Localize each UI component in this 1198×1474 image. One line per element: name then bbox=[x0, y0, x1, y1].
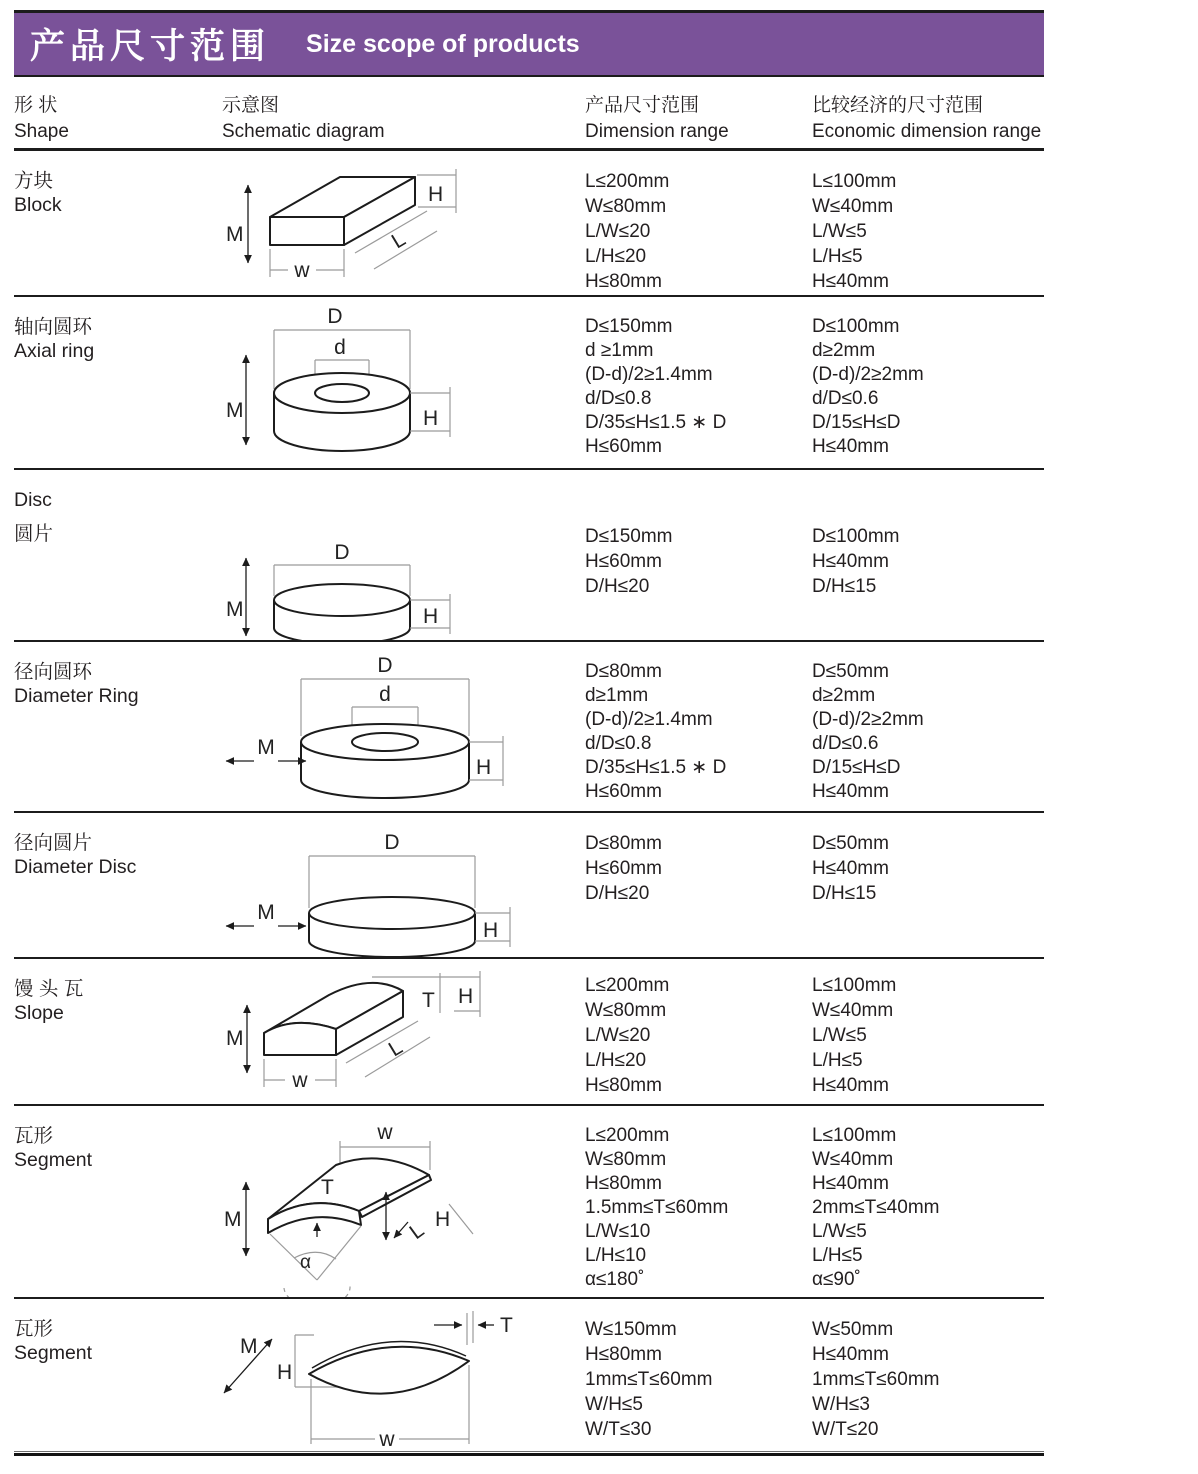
spec-line: H≤40mm bbox=[812, 1344, 889, 1365]
shape-name-en: Slope bbox=[14, 1002, 64, 1024]
column-header-schematic-en: Schematic diagram bbox=[222, 121, 385, 142]
dimension-range-values bbox=[585, 813, 812, 957]
outer-diameter-label: D bbox=[327, 305, 343, 328]
inner-diameter-label: d bbox=[334, 336, 346, 359]
angle-label: α bbox=[300, 1252, 311, 1273]
table-row-diameter-disc bbox=[14, 813, 1044, 959]
spec-line: D≤100mm bbox=[812, 526, 900, 547]
spec-line: L≤100mm bbox=[812, 171, 897, 192]
spec-line: H≤60mm bbox=[585, 781, 662, 802]
spec-line: D/H≤15 bbox=[812, 576, 877, 597]
disc-schematic bbox=[222, 470, 585, 640]
page-header-banner bbox=[14, 10, 1044, 77]
width-label: w bbox=[377, 1121, 393, 1144]
spec-line: D≤80mm bbox=[585, 833, 662, 854]
column-header-dimension-en: Dimension range bbox=[585, 121, 729, 142]
economic-range-values bbox=[812, 1106, 1044, 1297]
dimension-range-values bbox=[585, 642, 812, 811]
column-header-schematic bbox=[222, 93, 585, 145]
shape-name-en: Block bbox=[14, 194, 62, 216]
segment-section-diagram-svg bbox=[222, 1299, 585, 1450]
spec-line: d/D≤0.8 bbox=[585, 388, 652, 409]
diameter-label: D bbox=[334, 541, 350, 564]
dimension-range-values bbox=[585, 297, 812, 468]
diameter-ring-diagram-svg bbox=[222, 642, 585, 811]
magnetization-label: M bbox=[224, 1208, 242, 1231]
thickness-label: T bbox=[422, 989, 435, 1012]
page-title-zh: 产品尺寸范围 bbox=[30, 27, 271, 66]
spec-line: D/H≤15 bbox=[812, 883, 877, 904]
shape-name-en: Segment bbox=[14, 1342, 93, 1364]
spec-line: W≤80mm bbox=[585, 1000, 667, 1021]
spec-line: L≤100mm bbox=[812, 975, 897, 996]
spec-line: H≤60mm bbox=[585, 858, 662, 879]
height-label: H bbox=[476, 756, 492, 779]
shape-name-en: Diameter Ring bbox=[14, 685, 139, 707]
spec-line: W≤40mm bbox=[812, 196, 894, 217]
spec-line: H≤60mm bbox=[585, 551, 662, 572]
economic-range-values bbox=[812, 959, 1044, 1104]
spec-line: W/T≤30 bbox=[585, 1419, 652, 1440]
table-row-slope bbox=[14, 959, 1044, 1106]
length-label: L bbox=[387, 227, 410, 254]
spec-line: d/D≤0.6 bbox=[812, 733, 879, 754]
height-dim-line bbox=[449, 1204, 473, 1234]
block-diagram-svg bbox=[222, 151, 585, 295]
page-title-en: Size scope of products bbox=[306, 29, 580, 58]
bottom-double-rule bbox=[14, 1451, 1044, 1456]
slope-front-face bbox=[264, 1023, 336, 1055]
spec-line: d ≥1mm bbox=[585, 340, 654, 361]
spec-line: W≤40mm bbox=[812, 1000, 894, 1021]
dimension-range-values bbox=[585, 470, 812, 640]
spec-line: H≤40mm bbox=[812, 1173, 889, 1194]
shape-name-zh: 径向圆片 bbox=[14, 832, 93, 854]
spec-line: d/D≤0.6 bbox=[812, 388, 879, 409]
spec-line: α≤90˚ bbox=[812, 1269, 861, 1290]
ring-hole bbox=[352, 733, 418, 751]
spec-line: L≤200mm bbox=[585, 1125, 670, 1146]
spec-line: L/W≤20 bbox=[585, 221, 651, 242]
segment-section-schematic bbox=[222, 1299, 585, 1451]
shape-label-diameter-ring bbox=[14, 642, 222, 811]
spec-line: L/W≤20 bbox=[585, 1025, 651, 1046]
segment-arc-diagram-svg bbox=[222, 1106, 585, 1297]
spec-line: L/H≤20 bbox=[585, 246, 647, 267]
dimension-range-values bbox=[585, 1106, 812, 1297]
economic-range-values bbox=[812, 297, 1044, 468]
spec-line: H≤80mm bbox=[585, 1173, 662, 1194]
magnetization-label: M bbox=[226, 399, 244, 422]
shape-label-segment bbox=[14, 1106, 222, 1297]
spec-line: H≤40mm bbox=[812, 271, 889, 292]
inner-diameter-label: d bbox=[379, 683, 391, 706]
spec-line: (D-d)/2≥1.4mm bbox=[585, 364, 713, 385]
spec-line: W/H≤5 bbox=[585, 1394, 643, 1415]
width-label: w bbox=[379, 1428, 395, 1450]
table-row-axial-ring bbox=[14, 297, 1044, 470]
magnetization-label: M bbox=[226, 598, 244, 621]
column-header-economic bbox=[812, 93, 1044, 145]
block-schematic bbox=[222, 151, 585, 295]
ring-hole bbox=[315, 384, 369, 402]
spec-line: L/H≤5 bbox=[812, 1245, 863, 1266]
magnetization-label: M bbox=[226, 1027, 244, 1050]
spec-line: D≤80mm bbox=[585, 661, 662, 682]
axial-ring-schematic bbox=[222, 297, 585, 468]
spec-line: (D-d)/2≥2mm bbox=[812, 364, 924, 385]
spec-line: d≥2mm bbox=[812, 685, 876, 706]
shape-name-en: Segment bbox=[14, 1149, 93, 1171]
spec-line: H≤40mm bbox=[812, 436, 889, 457]
spec-line: d≥2mm bbox=[812, 340, 876, 361]
shape-name-en: Axial ring bbox=[14, 340, 95, 362]
spec-line: D/35≤H≤1.5 ∗ D bbox=[585, 412, 727, 433]
height-label: H bbox=[483, 919, 499, 942]
height-label: H bbox=[435, 1208, 451, 1231]
shape-name-zh: 方块 bbox=[14, 170, 54, 192]
spec-line: D/35≤H≤1.5 ∗ D bbox=[585, 757, 727, 778]
spec-line: H≤40mm bbox=[812, 1075, 889, 1096]
spec-line: (D-d)/2≥1.4mm bbox=[585, 709, 713, 730]
spec-line: W≤80mm bbox=[585, 196, 667, 217]
column-header-shape bbox=[14, 93, 222, 145]
table-header bbox=[14, 77, 1044, 151]
economic-range-values bbox=[812, 1299, 1044, 1451]
height-label: H bbox=[428, 183, 444, 206]
length-label: L bbox=[405, 1218, 429, 1245]
spec-line: H≤40mm bbox=[812, 858, 889, 879]
shape-name-en: Diameter Disc bbox=[14, 856, 137, 878]
spec-line: H≤80mm bbox=[585, 1075, 662, 1096]
diameter-ring-schematic bbox=[222, 642, 585, 811]
shape-name-zh: 轴向圆环 bbox=[14, 316, 93, 338]
table-row-disc bbox=[14, 470, 1044, 642]
spec-line: L/H≤5 bbox=[812, 246, 863, 267]
spec-line: W/T≤20 bbox=[812, 1419, 879, 1440]
shape-name-zh: 圆片 bbox=[14, 523, 54, 545]
column-header-shape-en: Shape bbox=[14, 121, 69, 142]
shape-name-zh: 瓦形 bbox=[14, 1318, 54, 1340]
dimension-range-values bbox=[585, 959, 812, 1104]
outer-diameter-label: D bbox=[377, 654, 393, 677]
spec-line: d/D≤0.8 bbox=[585, 733, 652, 754]
shape-label-diameter-disc bbox=[14, 813, 222, 957]
spec-line: W≤40mm bbox=[812, 1149, 894, 1170]
height-label: H bbox=[277, 1361, 293, 1384]
spec-line: D/15≤H≤D bbox=[812, 757, 901, 778]
shape-name-en: Disc bbox=[14, 489, 52, 511]
spec-line: L≤100mm bbox=[812, 1125, 897, 1146]
spec-line: W≤80mm bbox=[585, 1149, 667, 1170]
block-front-face bbox=[270, 217, 344, 245]
shape-name-zh: 馒 头 瓦 bbox=[14, 978, 84, 1000]
spec-line: H≤80mm bbox=[585, 271, 662, 292]
spec-line: 1.5mm≤T≤60mm bbox=[585, 1197, 729, 1218]
thickness-label: T bbox=[500, 1314, 513, 1337]
spec-line: H≤40mm bbox=[812, 781, 889, 802]
spec-line: L/W≤10 bbox=[585, 1221, 651, 1242]
column-header-economic-zh: 比较经济的尺寸范围 bbox=[812, 95, 984, 116]
economic-range-values bbox=[812, 470, 1044, 640]
spec-line: H≤60mm bbox=[585, 436, 662, 457]
shape-label-block bbox=[14, 151, 222, 295]
economic-range-values bbox=[812, 151, 1044, 295]
spec-line: D/H≤20 bbox=[585, 883, 650, 904]
magnetization-label: M bbox=[257, 736, 275, 759]
width-label: w bbox=[292, 1069, 308, 1092]
segment-arc-schematic bbox=[222, 1106, 585, 1297]
table-row-segment-arc bbox=[14, 1106, 1044, 1299]
spec-line: H≤40mm bbox=[812, 551, 889, 572]
column-header-dimension-zh: 产品尺寸范围 bbox=[585, 95, 700, 116]
diameter-label: D bbox=[384, 831, 400, 854]
shape-label-disc bbox=[14, 470, 222, 640]
spec-line: D≤150mm bbox=[585, 316, 673, 337]
magnetization-label: M bbox=[240, 1335, 258, 1358]
spec-line: W/H≤3 bbox=[812, 1394, 870, 1415]
shape-name-zh: 径向圆环 bbox=[14, 661, 93, 683]
spec-line: D≤50mm bbox=[812, 833, 889, 854]
spec-line: H≤80mm bbox=[585, 1344, 662, 1365]
spec-line: L/W≤5 bbox=[812, 1221, 867, 1242]
shape-label-axial-ring bbox=[14, 297, 222, 468]
spec-line: D/H≤20 bbox=[585, 576, 650, 597]
economic-range-values bbox=[812, 642, 1044, 811]
spec-line: W≤150mm bbox=[585, 1319, 677, 1340]
spec-line: 1mm≤T≤60mm bbox=[585, 1369, 713, 1390]
diameter-disc-diagram-svg bbox=[222, 813, 585, 957]
magnetization-label: M bbox=[226, 223, 244, 246]
economic-range-values bbox=[812, 813, 1044, 957]
spec-line: D≤100mm bbox=[812, 316, 900, 337]
disc-top bbox=[274, 584, 410, 616]
table-row-diameter-ring bbox=[14, 642, 1044, 813]
disc-diagram-svg bbox=[222, 470, 585, 640]
spec-line: D≤50mm bbox=[812, 661, 889, 682]
table-row-block bbox=[14, 151, 1044, 297]
spec-line: 1mm≤T≤60mm bbox=[812, 1369, 940, 1390]
column-header-shape-zh: 形 状 bbox=[14, 95, 58, 116]
axial-ring-diagram-svg bbox=[222, 297, 585, 468]
spec-line: 2mm≤T≤40mm bbox=[812, 1197, 940, 1218]
spec-line: L/H≤20 bbox=[585, 1050, 647, 1071]
height-label: H bbox=[458, 985, 474, 1008]
dimension-range-values bbox=[585, 151, 812, 295]
column-header-schematic-zh: 示意图 bbox=[222, 95, 280, 116]
height-label: H bbox=[423, 605, 439, 628]
spec-line: α≤180˚ bbox=[585, 1269, 645, 1290]
spec-line: D≤150mm bbox=[585, 526, 673, 547]
slope-diagram-svg bbox=[222, 959, 585, 1104]
diameter-disc-schematic bbox=[222, 813, 585, 957]
table-row-segment-section bbox=[14, 1299, 1044, 1451]
shape-label-segment bbox=[14, 1299, 222, 1451]
spec-line: W≤50mm bbox=[812, 1319, 894, 1340]
column-header-economic-en: Economic dimension range bbox=[812, 121, 1042, 142]
spec-line: L/W≤5 bbox=[812, 221, 867, 242]
disc-top bbox=[309, 897, 475, 929]
spec-line: D/15≤H≤D bbox=[812, 412, 901, 433]
thickness-label: T bbox=[321, 1176, 334, 1199]
shape-label-slope bbox=[14, 959, 222, 1104]
spec-line: L/W≤5 bbox=[812, 1025, 867, 1046]
spec-line: d≥1mm bbox=[585, 685, 649, 706]
magnetization-label: M bbox=[257, 901, 275, 924]
spec-line: L/H≤10 bbox=[585, 1245, 647, 1266]
column-header-dimension bbox=[585, 93, 812, 145]
shape-name-zh: 瓦形 bbox=[14, 1125, 54, 1147]
dimension-range-values bbox=[585, 1299, 812, 1451]
spec-line: (D-d)/2≥2mm bbox=[812, 709, 924, 730]
length-label: L bbox=[384, 1035, 407, 1062]
spec-line: L≤200mm bbox=[585, 171, 670, 192]
spec-line: L/H≤5 bbox=[812, 1050, 863, 1071]
spec-line: L≤200mm bbox=[585, 975, 670, 996]
slope-schematic bbox=[222, 959, 585, 1104]
width-label: w bbox=[294, 259, 310, 282]
height-label: H bbox=[423, 407, 439, 430]
radius-construction-arc bbox=[284, 1286, 350, 1297]
